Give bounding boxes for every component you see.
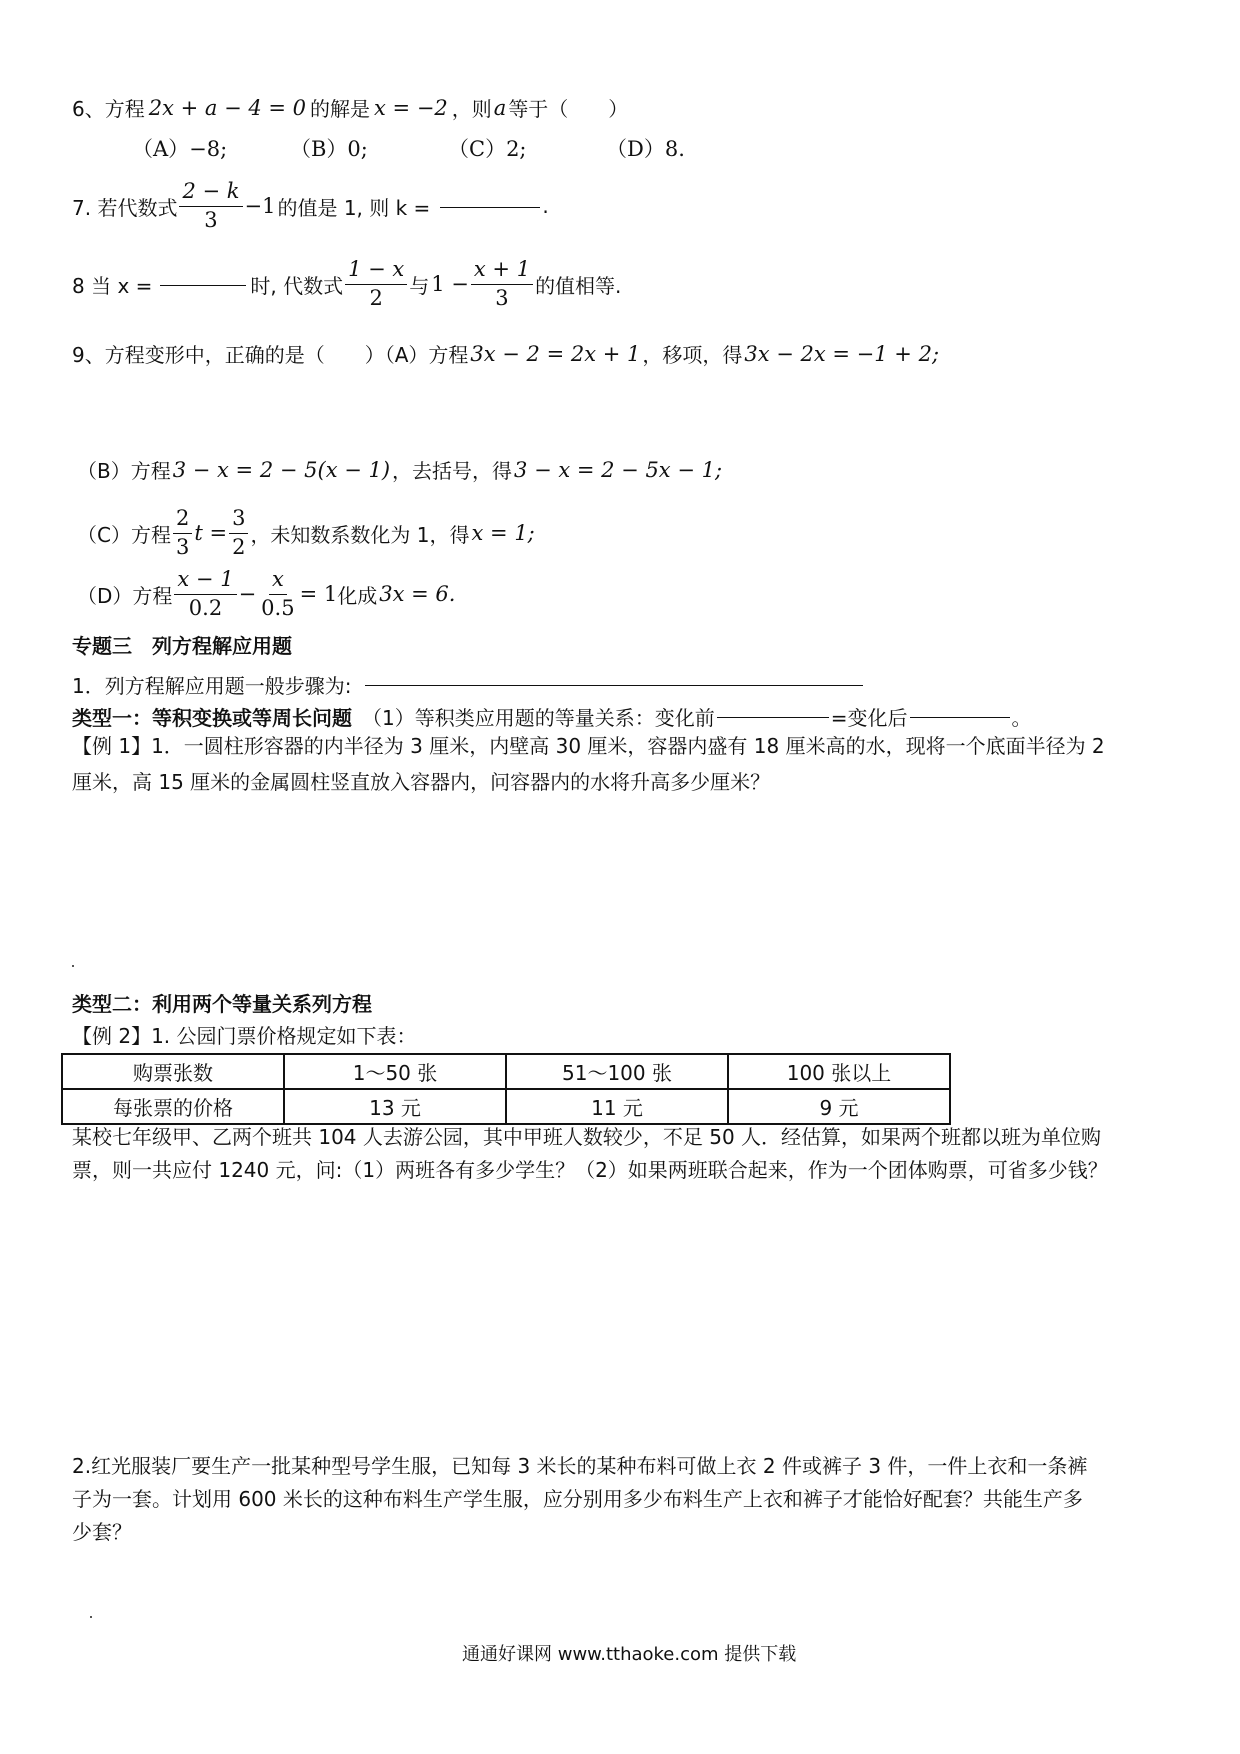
type1-end: 。 [1011,706,1032,730]
q9-c-frac2-num: 3 [229,507,248,534]
q9-d-result: 3x = 6. [379,582,456,607]
stray-dot-1 [72,965,74,967]
example1-line1: 【例 1】1．一圆柱形容器的内半径为 3 厘米，内壁高 30 厘米，容器内盛有 18 厘米高的水，现将一个底面半径为 2 [72,734,1105,758]
q9-c-prefix: （C）方程 [77,522,171,547]
type1-before-blank[interactable] [717,715,829,718]
q9-a-mid: ，移项，得 [642,343,743,367]
q8-frac2-den: 3 [495,285,509,310]
q9-c-t: t = [194,521,228,546]
type2-title: 类型二：利用两个等量关系列方程 [72,992,372,1016]
table-cell: 100 张以上 [728,1054,950,1089]
q9-c-fraction-1 [173,507,192,559]
q7-fraction [179,180,242,232]
q8-fraction-2 [471,258,533,310]
q9-c-frac1-num: 2 [173,507,192,534]
q6-mid: 的解是 [310,97,371,121]
q8-frac2-num: x + 1 [471,258,533,285]
ticket-price-table [61,1053,951,1125]
q9-a-equation: 3x − 2 = 2x + 1 [470,341,641,366]
q9-c-mid: ，未知数系数化为 1，得 [250,522,470,547]
table-cell: 1～50 张 [284,1054,506,1089]
example1-line2: 厘米，高 15 厘米的金属圆柱竖直放入容器内，问容器内的水将升高多少厘米？ [72,770,771,794]
steps-answer-blank[interactable] [365,683,863,686]
q8-frac1-den: 2 [369,285,383,310]
table-cell: 13 元 [284,1089,506,1124]
q8-mid2: 与 [409,273,430,298]
example3-line3: 少套？ [72,1520,132,1544]
q6-option-a: （A）−8; [132,137,228,161]
table-row [62,1054,950,1089]
q7-after-frac: −1 [244,194,276,219]
q9-d-minus: − [238,582,257,607]
question-8 [72,258,621,310]
q9-d-frac1-num: x − 1 [174,568,236,595]
q6-prefix: 6、方程 [72,97,145,121]
question-6 [72,93,628,122]
type1-title: 类型一：等积变换或等周长问题 [72,706,352,730]
question-7 [72,180,549,232]
q8-answer-blank[interactable] [160,283,246,286]
question-9 [72,339,939,368]
q9-b-prefix: （B）方程 [77,459,171,483]
q9-option-c [77,507,535,559]
q6-option-d: （D）8. [606,137,685,161]
stray-dot-2 [90,1616,92,1618]
q9-b-result: 3 − x = 2 − 5x − 1; [514,457,723,482]
table-header-cell: 每张票的价格 [62,1089,284,1124]
type1-equals: =变化后 [830,706,908,730]
example2-line1: 某校七年级甲、乙两个班共 104 人去游公园，其中甲班人数较少，不足 50 人．经估算，如果两个班都以班为单位购 [72,1125,1102,1149]
q7-prefix: 7. 若代数式 [72,195,178,220]
q7-answer-blank[interactable] [440,205,540,208]
q7-frac-den: 3 [204,207,218,232]
q8-prefix: 8 当 x = [72,273,153,298]
q9-b-mid: ，去括号，得 [392,459,513,483]
q6-variable: a [493,95,507,120]
table-cell: 51～100 张 [506,1054,728,1089]
q8-frac1-num: 1 − x [345,258,407,285]
q9-d-frac1-den: 0.2 [188,595,223,620]
example2-intro: 【例 2】1. 公园门票价格规定如下表： [72,1024,417,1048]
footer-text: 通通好课网 www.tthaoke.com 提供下载 [462,1644,797,1665]
q8-mid: 时, 代数式 [250,273,344,298]
steps-line [72,670,865,699]
q9-d-prefix: （D）方程 [77,583,173,608]
q6-option-b: （B）0; [290,137,368,161]
q6-solution: x = −2 [374,95,448,120]
q6-option-c: （C）2; [448,137,527,161]
q9-c-result: x = 1; [471,521,535,546]
q6-suffix: 等于（ ） [508,97,629,121]
q9-b-equation: 3 − x = 2 − 5(x − 1) [172,457,391,482]
q9-option-d [77,568,455,620]
steps-label: 1．列方程解应用题一般步骤为: [72,674,352,698]
q8-suffix: 的值相等. [535,273,622,298]
q8-one-minus: 1 − [431,272,469,297]
q9-d-equals: = 1 [299,582,338,607]
q9-c-frac1-den: 3 [175,534,190,559]
q8-fraction-1 [345,258,407,310]
type1-relation: （1）等积类应用题的等量关系：变化前 [362,706,715,730]
type1-line [72,702,1032,731]
example3-line1: 2.红光服装厂要生产一批某种型号学生服，已知每 3 米长的某种布料可做上衣 2 件或裤子 3 件，一件上衣和一条裤 [72,1454,1088,1478]
q9-prefix: 9、方程变形中，正确的是（ ）（A）方程 [72,343,469,367]
q9-a-result: 3x − 2x = −1 + 2; [744,341,940,366]
q7-frac-num: 2 − k [179,180,242,207]
topic3-title: 专题三 列方程解应用题 [72,634,292,658]
type1-after-blank[interactable] [910,715,1010,718]
table-header-cell: 购票张数 [62,1054,284,1089]
q9-d-frac2-num: x [269,568,287,595]
q9-d-frac2-den: 0.5 [261,595,295,620]
table-row [62,1089,950,1124]
q9-c-fraction-2 [229,507,248,559]
q7-suffix: 的值是 1, 则 k = [277,195,431,220]
example3-line2: 子为一套。计划用 600 米长的这种布料生产学生服，应分别用多少布料生产上衣和裤子才能恰好配套？共能生产多 [72,1487,1083,1511]
q9-d-fraction-2 [258,568,297,620]
q7-end: . [542,194,549,219]
table-cell: 9 元 [728,1089,950,1124]
q9-d-mid: 化成 [337,583,378,608]
q9-option-b [77,455,722,484]
q9-d-fraction-1 [174,568,236,620]
q6-mid2: ，则 [451,97,492,121]
q6-equation: 2x + a − 4 = 0 [148,95,307,120]
q9-c-frac2-den: 2 [232,534,246,559]
table-cell: 11 元 [506,1089,728,1124]
example2-line2: 票，则一共应付 1240 元，问:（1）两班各有多少学生？（2）如果两班联合起来，作为一个团体购票，可省多少钱？ [72,1158,1108,1182]
q6-options [132,133,685,163]
